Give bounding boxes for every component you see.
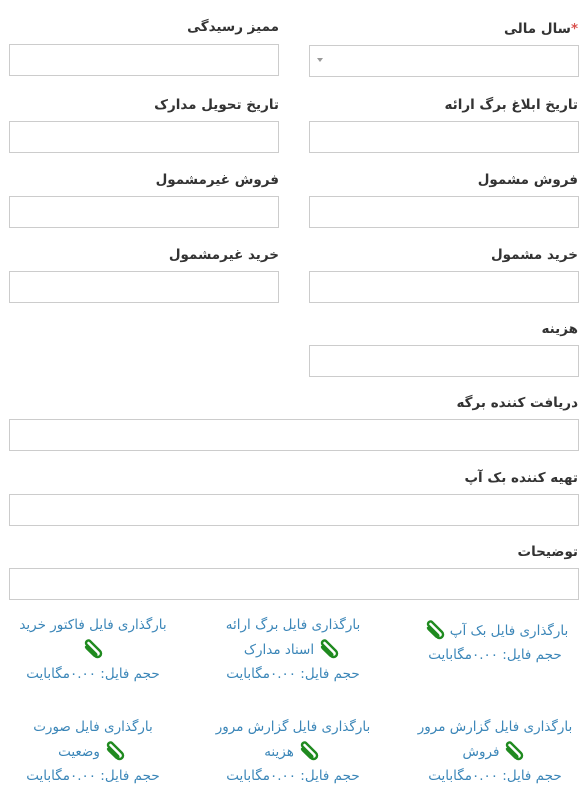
taxable-purchase-label: خرید مشمول bbox=[490, 247, 578, 263]
upload-purchase-invoice-title[interactable]: بارگذاری فایل فاکتور خرید bbox=[19, 617, 167, 633]
description-label: توضیحات bbox=[517, 544, 578, 560]
upload-form-docs-subtitle[interactable]: اسناد مدارک bbox=[243, 641, 315, 658]
docs-delivery-date-label: تاریخ تحویل مدارک bbox=[154, 97, 279, 113]
description-input[interactable] bbox=[9, 568, 579, 600]
docs-delivery-date-input[interactable] bbox=[9, 121, 279, 153]
upload-form-docs-title[interactable]: بارگذاری فایل برگ ارائه bbox=[225, 617, 361, 633]
paperclip-icon[interactable] bbox=[422, 618, 448, 644]
upload-sales-report-title[interactable]: بارگذاری فایل گزارش مرور bbox=[417, 719, 573, 735]
paperclip-icon[interactable] bbox=[296, 739, 322, 765]
upload-sales-report-subtitle[interactable]: فروش bbox=[462, 743, 500, 760]
upload-cost-report[interactable] bbox=[208, 716, 378, 788]
taxable-sales-label: فروش مشمول bbox=[477, 172, 578, 188]
upload-purchase-invoice-size: حجم فایل: ۰.۰۰مگابایت bbox=[26, 666, 160, 682]
upload-statement-size: حجم فایل: ۰.۰۰مگابایت bbox=[26, 768, 160, 784]
cost-label: هزینه bbox=[541, 321, 578, 337]
fiscal-year-label bbox=[504, 20, 578, 38]
upload-statement-title[interactable]: بارگذاری فایل صورت bbox=[33, 719, 153, 735]
non-taxable-sales-label: فروش غیرمشمول bbox=[155, 172, 279, 188]
taxable-sales-input[interactable] bbox=[309, 196, 579, 228]
upload-purchase-invoice[interactable] bbox=[8, 614, 178, 686]
paperclip-icon[interactable] bbox=[501, 739, 527, 765]
fiscal-year-label-text: سال مالی bbox=[504, 21, 571, 37]
paperclip-icon[interactable] bbox=[80, 637, 106, 663]
upload-cost-report-size: حجم فایل: ۰.۰۰مگابایت bbox=[226, 768, 360, 784]
upload-form-docs[interactable] bbox=[208, 614, 378, 686]
upload-statement-subtitle[interactable]: وضعیت bbox=[58, 743, 100, 760]
backup-preparer-input[interactable] bbox=[9, 494, 579, 526]
non-taxable-purchase-label: خرید غیرمشمول bbox=[168, 247, 279, 263]
fiscal-year-select[interactable] bbox=[309, 45, 579, 77]
upload-backup[interactable] bbox=[410, 618, 580, 667]
cost-input[interactable] bbox=[309, 345, 579, 377]
upload-cost-report-subtitle[interactable]: هزینه bbox=[264, 743, 294, 760]
upload-form-docs-size: حجم فایل: ۰.۰۰مگابایت bbox=[226, 666, 360, 682]
backup-preparer-label: تهیه کننده بک آپ bbox=[464, 470, 578, 486]
taxable-purchase-input[interactable] bbox=[309, 271, 579, 303]
form-receiver-label: دریافت کننده برگه bbox=[456, 395, 578, 411]
receipt-auditor-input[interactable] bbox=[9, 44, 279, 76]
non-taxable-purchase-input[interactable] bbox=[9, 271, 279, 303]
paperclip-icon[interactable] bbox=[102, 739, 128, 765]
form-receiver-input[interactable] bbox=[9, 419, 579, 451]
form-notice-date-input[interactable] bbox=[309, 121, 579, 153]
paperclip-icon[interactable] bbox=[316, 637, 342, 663]
non-taxable-sales-input[interactable] bbox=[9, 196, 279, 228]
upload-cost-report-title[interactable]: بارگذاری فایل گزارش مرور bbox=[215, 719, 371, 735]
receipt-auditor-label: ممیز رسیدگی bbox=[187, 19, 279, 35]
upload-backup-size: حجم فایل: ۰.۰۰مگابایت bbox=[428, 647, 562, 663]
upload-statement[interactable] bbox=[8, 716, 178, 788]
caret-down-icon bbox=[317, 58, 323, 62]
required-mark: * bbox=[570, 21, 578, 37]
upload-sales-report-size: حجم فایل: ۰.۰۰مگابایت bbox=[428, 768, 562, 784]
upload-backup-title[interactable]: بارگذاری فایل بک آپ bbox=[449, 622, 569, 639]
upload-sales-report[interactable] bbox=[410, 716, 580, 788]
form-notice-date-label: تاریخ ابلاغ برگ ارائه bbox=[444, 97, 578, 113]
